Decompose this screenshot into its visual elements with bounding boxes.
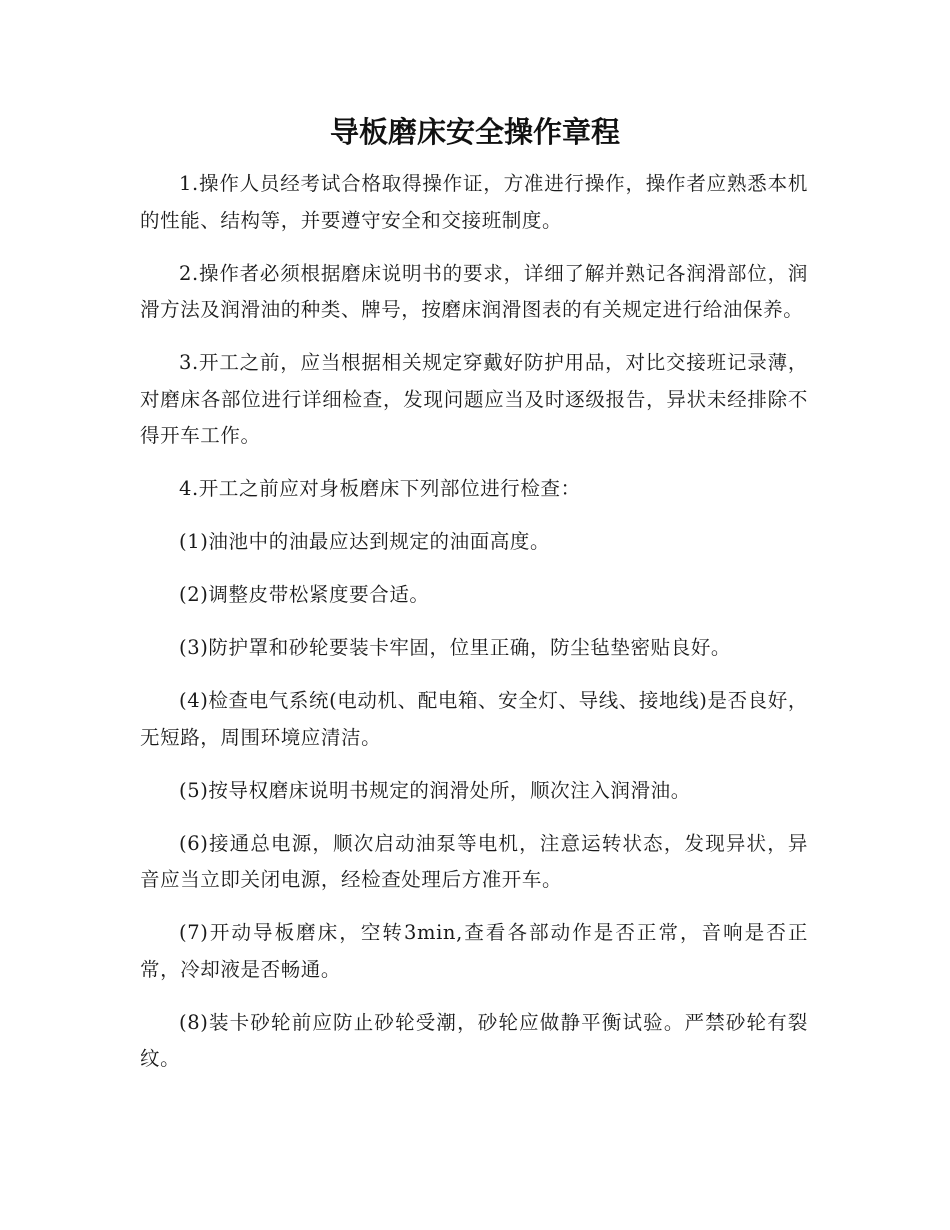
paragraph-2: 2.操作者必须根据磨床说明书的要求，详细了解并熟记各润滑部位，润滑方法及润滑油的种类、牌号，按磨床润滑图表的有关规定进行给油保养。 — [140, 261, 808, 321]
paragraph-4-item-1: (1)油池中的油最应达到规定的油面高度。 — [179, 530, 551, 553]
paragraph-4-item-2: (2)调整皮带松紧度要合适。 — [179, 583, 430, 606]
paragraph-1: 1.操作人员经考试合格取得操作证，方准进行操作，操作者应熟悉本机的性能、结构等，并要遵守安全和交接班制度。 — [140, 172, 808, 232]
paragraph-4-item-3: (3)防护罩和砂轮要装卡牢固，位里正确，防尘毡垫密贴良好。 — [179, 636, 732, 659]
paragraph-4-item-5: (5)按导权磨床说明书规定的润滑处所，顺次注入润滑油。 — [179, 778, 691, 802]
paragraph-4-item-4: (4)检查电气系统(电动机、配电箱、安全灯、导线、接地线)是否良好，无短路，周围环境应清洁。 — [140, 689, 808, 749]
paragraph-3: 3.开工之前，应当根据相关规定穿戴好防护用品，对比交接班记录薄，对磨床各部位进行详细检查，发现问题应当及时逐级报告，异状未经排除不得开车工作。 — [140, 351, 808, 447]
paragraph-4-item-6: (6)接通总电源，顺次启动油泵等电机，注意运转状态，发现异状，异音应当立即关闭电源，经检查处理后方准开车。 — [140, 831, 808, 891]
document-body — [140, 166, 808, 1094]
document-title: 导板磨床安全操作章程 — [329, 115, 620, 149]
paragraph-4: 4.开工之前应对身板磨床下列部位进行检查： — [179, 477, 581, 500]
paragraph-4-item-8: (8)装卡砂轮前应防止砂轮受潮，砂轮应做静平衡试验。严禁砂轮有裂纹。 — [140, 1010, 808, 1070]
paragraph-4-item-7: (7)开动导板磨床，空转3min,查看各部动作是否正常，音响是否正常，冷却液是否畅通。 — [140, 921, 808, 981]
